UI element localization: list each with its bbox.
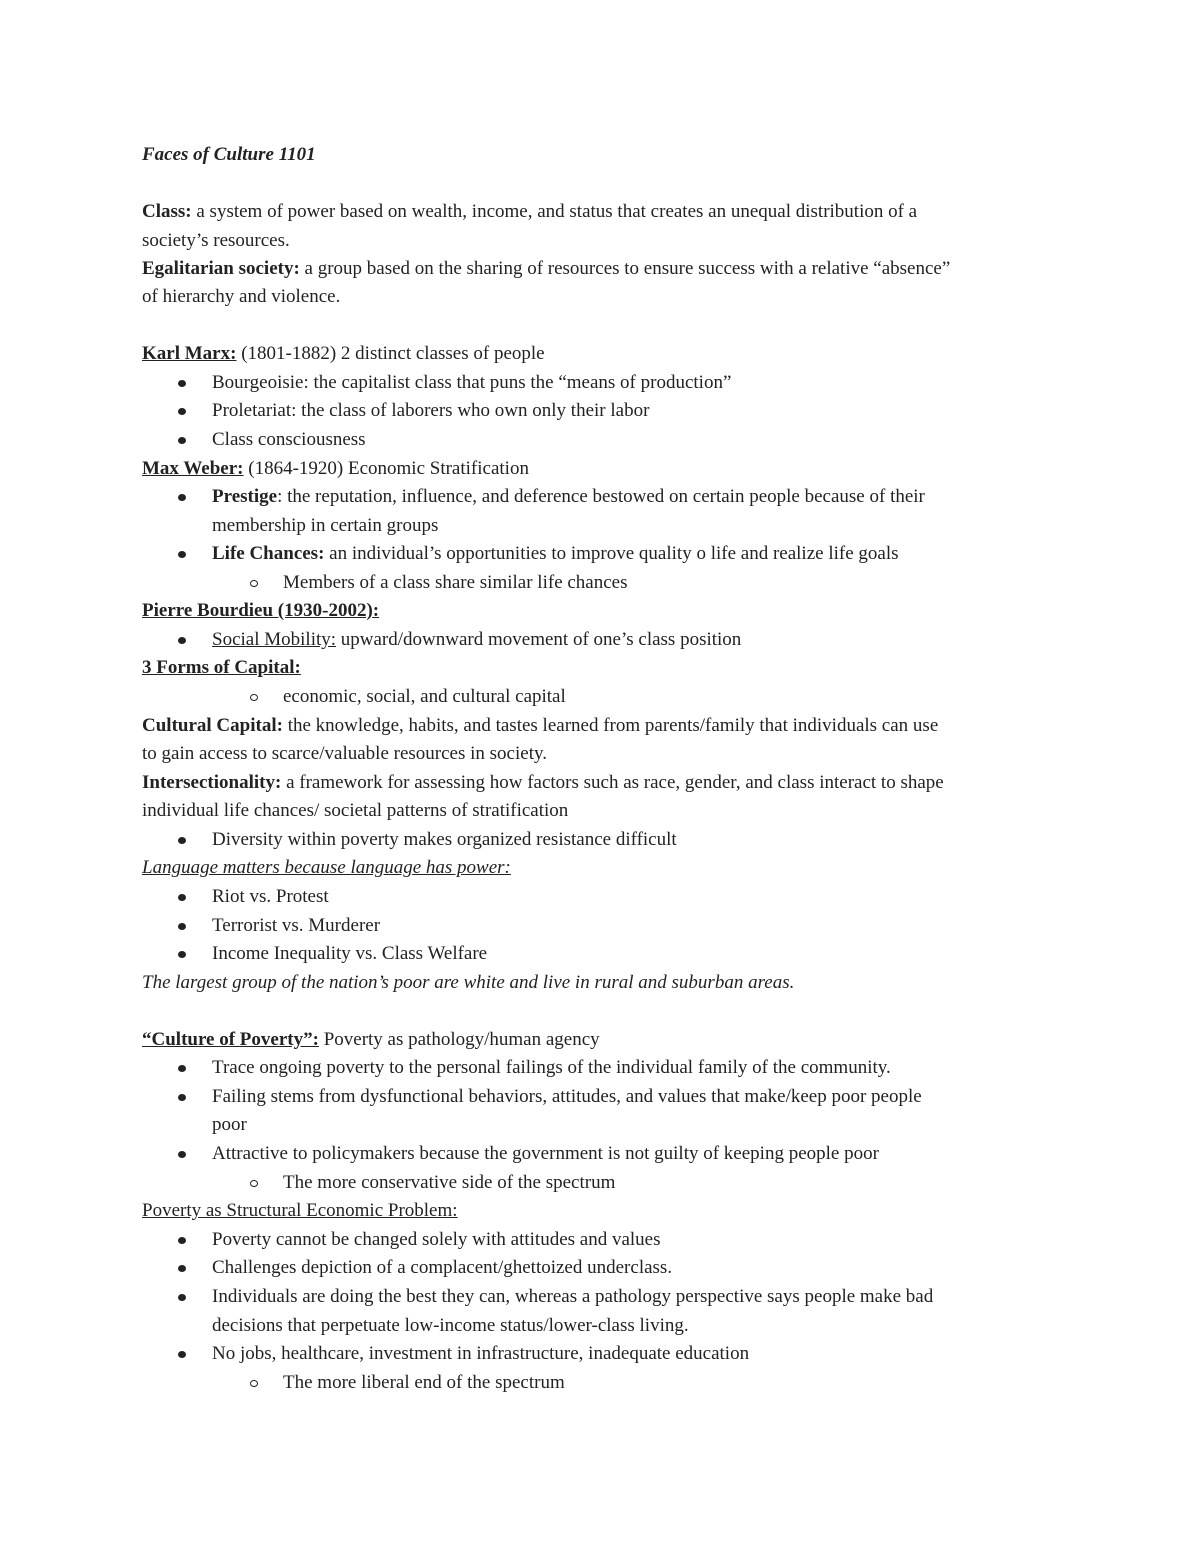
culture-of-poverty-heading [142, 1028, 600, 1052]
cop-item-1: Trace ongoing poverty to the personal failings of the individual family of the community. [212, 1057, 891, 1078]
weber-term: Max Weber: [142, 458, 244, 479]
cultural-capital-term: Cultural Capital: [142, 715, 283, 736]
cultural-capital-def-line2: to gain access to scarce/valuable resources in society. [142, 743, 547, 764]
prestige-def-line1: : the reputation, influence, and deference bestowed on certain people because of their [277, 486, 925, 507]
bullet-dot-icon [178, 408, 186, 415]
life-chances-sub: Members of a class share similar life chances [283, 572, 628, 593]
structural-item-1: Poverty cannot be changed solely with attitudes and values [212, 1229, 661, 1250]
bullet-dot-icon [178, 894, 186, 901]
bullet-dot-icon [178, 1094, 186, 1101]
cultural-capital-definition [142, 714, 938, 738]
cop-sub: The more conservative side of the spectrum [283, 1172, 616, 1193]
life-chances-def: an individual’s opportunities to improve quality o life and realize life goals [324, 543, 899, 564]
life-chances-term: Life Chances: [212, 543, 325, 564]
structural-item-3-line1: Individuals are doing the best they can, whereas a pathology perspective says people make bad [212, 1286, 934, 1307]
marx-item-3: Class consciousness [212, 429, 366, 450]
marx-heading [142, 342, 545, 366]
egalitarian-def-line2: of hierarchy and violence. [142, 286, 341, 307]
prestige-item [212, 485, 925, 509]
egalitarian-term: Egalitarian society: [142, 258, 300, 279]
class-def-line2: society’s resources. [142, 230, 290, 251]
weber-def: (1864-1920) Economic Stratification [243, 458, 529, 479]
bullet-dot-icon [178, 494, 186, 501]
structural-sub: The more liberal end of the spectrum [283, 1372, 565, 1393]
class-def-line1: a system of power based on wealth, income, and status that creates an unequal distribution of a [191, 201, 918, 222]
egalitarian-definition [142, 257, 950, 281]
largest-group-statement: The largest group of the nation’s poor are white and live in rural and suburban areas. [142, 972, 795, 993]
cultural-capital-def-line1: the knowledge, habits, and tastes learned from parents/family that individuals can use [282, 715, 939, 736]
bullet-circle-icon [250, 694, 258, 701]
bullet-dot-icon [178, 1065, 186, 1072]
language-item-1: Riot vs. Protest [212, 886, 329, 907]
social-mobility-item [212, 628, 741, 652]
marx-item-2: Proletariat: the class of laborers who own only their labor [212, 400, 650, 421]
class-term: Class: [142, 201, 192, 222]
bullet-dot-icon [178, 380, 186, 387]
prestige-def-line2: membership in certain groups [212, 515, 439, 536]
bullet-circle-icon [250, 580, 258, 587]
intersectionality-term: Intersectionality: [142, 772, 282, 793]
intersectionality-def-line1: a framework for assessing how factors such as race, gender, and class interact to shape [281, 772, 944, 793]
intersectionality-definition [142, 771, 944, 795]
life-chances-item [212, 542, 899, 566]
bullet-dot-icon [178, 637, 186, 644]
bullet-circle-icon [250, 1180, 258, 1187]
bullet-dot-icon [178, 437, 186, 444]
bullet-dot-icon [178, 1294, 186, 1301]
cop-item-2-line1: Failing stems from dysfunctional behaviors, attitudes, and values that make/keep poor people [212, 1086, 922, 1107]
intersectionality-item: Diversity within poverty makes organized resistance difficult [212, 829, 677, 850]
social-mobility-term: Social Mobility: [212, 629, 337, 650]
marx-item-1: Bourgeoisie: the capitalist class that puns the “means of production” [212, 372, 732, 393]
marx-term: Karl Marx: [142, 343, 237, 364]
structural-item-2: Challenges depiction of a complacent/ghettoized underclass. [212, 1257, 673, 1278]
culture-of-poverty-def: Poverty as pathology/human agency [318, 1029, 600, 1050]
class-definition [142, 200, 917, 224]
language-item-3: Income Inequality vs. Class Welfare [212, 943, 488, 964]
weber-heading [142, 457, 529, 481]
bullet-dot-icon [178, 923, 186, 930]
bullet-dot-icon [178, 837, 186, 844]
bullet-dot-icon [178, 1351, 186, 1358]
social-mobility-def: upward/downward movement of one’s class position [336, 629, 742, 650]
capital-heading: 3 Forms of Capital: [142, 657, 301, 678]
bullet-circle-icon [250, 1380, 258, 1387]
capital-sub: economic, social, and cultural capital [283, 686, 566, 707]
culture-of-poverty-term: “Culture of Poverty”: [142, 1029, 319, 1050]
bullet-dot-icon [178, 951, 186, 958]
bullet-dot-icon [178, 1151, 186, 1158]
marx-def: (1801-1882) 2 distinct classes of people [236, 343, 545, 364]
document-title: Faces of Culture 1101 [142, 144, 316, 165]
language-item-2: Terrorist vs. Murderer [212, 915, 381, 936]
bullet-dot-icon [178, 1265, 186, 1272]
cop-item-2-line2: poor [212, 1114, 247, 1135]
structural-item-3-line2: decisions that perpetuate low-income status/lower-class living. [212, 1315, 689, 1336]
structural-heading: Poverty as Structural Economic Problem: [142, 1200, 458, 1221]
language-heading: Language matters because language has power: [142, 857, 511, 878]
bullet-dot-icon [178, 1237, 186, 1244]
bullet-dot-icon [178, 551, 186, 558]
egalitarian-def-line1: a group based on the sharing of resources to ensure success with a relative “absence” [299, 258, 951, 279]
bourdieu-heading: Pierre Bourdieu (1930-2002): [142, 600, 380, 621]
prestige-term: Prestige [212, 486, 278, 507]
cop-item-3: Attractive to policymakers because the government is not guilty of keeping people poor [212, 1143, 879, 1164]
structural-item-4: No jobs, healthcare, investment in infrastructure, inadequate education [212, 1343, 750, 1364]
intersectionality-def-line2: individual life chances/ societal patterns of stratification [142, 800, 569, 821]
